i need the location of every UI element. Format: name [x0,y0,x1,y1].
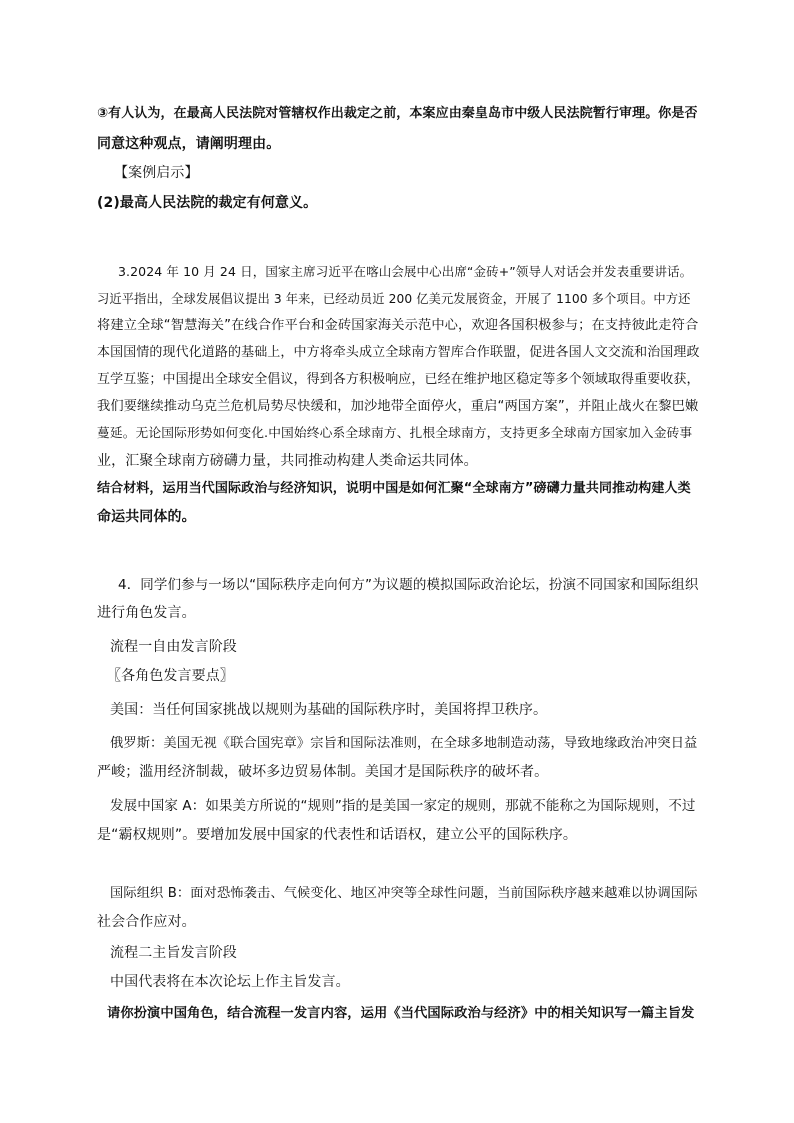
stage-1-points-heading: 〖各角色发言要点〗 [107,668,234,684]
material-line-1: 3.2024 年 10 月 24 日，国家主席习近平在喀山会展中心出席“金砖+”领导人对话会并发表重要讲话。 [118,264,693,279]
material-line-4: 本国国情的现代化道路的基础上，中方将牵头成立全球南方智库合作联盟，促进各国人文交流和治国理政 [97,345,700,360]
forum-intro-line-1: 4．同学们参与一场以“国际秩序走向何方”为议题的模拟国际政治论坛，扮演不同国家和国际组织 [118,577,699,593]
question-3-line-1: ③有人认为，在最高人民法院对管辖权作出裁定之前，本案应由秦皇岛市中级人民法院暂行审理。你是否 [97,106,698,121]
intl-org-statement-line-2: 社会合作应对。 [97,914,196,930]
question-3-line-2: 同意这种观点，请阐明理由。 [97,136,281,152]
stage-2-title: 流程二主旨发言阶段 [110,945,237,961]
question-line-1: 结合材料，运用当代国际政治与经济知识，说明中国是如何汇聚“全球南方”磅礴力量共同推动构建人类 [97,481,691,496]
intl-org-statement-line-1: 国际组织 B：面对恐怖袭击、气候变化、地区冲突等全球性问题，当前国际秩序越来越难以协调国际 [110,886,698,901]
case-heading: 【案例启示】 [114,165,199,181]
material-line-7: 蔓延。无论国际形势如何变化.中国始终心系全球南方、扎根全球南方，支持更多全球南方国家加入金砖事 [97,426,693,441]
developing-country-statement-line-1: 发展中国家 A：如果美方所说的“规则”指的是美国一家定的规则，那就不能称之为国际规则，不过 [110,798,696,814]
material-line-5: 互学互鉴；中国提出全球安全倡议，得到各方积极响应，已经在维护地区稳定等多个领域取得重要收获， [97,372,700,387]
question-line-2: 命运共同体的。 [97,509,196,525]
task-line: 请你扮演中国角色，结合流程一发言内容，运用《当代国际政治与经济》中的相关知识写一篇主旨发 [107,1006,695,1021]
forum-intro-line-2: 进行角色发言。 [97,605,196,621]
question-2: (2)最高人民法院的裁定有何意义。 [97,195,318,211]
russia-statement-line-2: 严峻；滥用经济制裁，破坏多边贸易体制。美国才是国际秩序的破坏者。 [97,764,549,780]
stage-1-title: 流程一自由发言阶段 [110,639,237,655]
usa-statement: 美国：当任何国家挑战以规则为基础的国际秩序时，美国将捍卫秩序。 [110,702,548,718]
material-line-2: 习近平指出，全球发展倡议提出 3 年来，已经动员近 200 亿美元发展资金，开展了 1100 多个项目。中方还 [97,292,691,306]
russia-statement-line-1: 俄罗斯：美国无视《联合国宪章》宗旨和国际法准则，在全球多地制造动荡，导致地缘政治冲突日益 [110,736,698,751]
material-line-6: 我们要继续推动乌克兰危机局势尽快缓和，加沙地带全面停火，重启“两国方案”，并阻止战火在黎巴嫩 [97,399,699,414]
material-line-3: 将建立全球“智慧海关”在线合作平台和金砖国家海关示范中心，欢迎各国积极参与；在支持彼此走符合 [97,318,699,333]
material-line-8: 业，汇聚全球南方磅礴力量，共同推动构建人类命运共同体。 [97,453,478,469]
stage-2-description: 中国代表将在本次论坛上作主旨发言。 [110,974,350,990]
developing-country-statement-line-2: 是“霸权规则”。要增加发展中国家的代表性和话语权，建立公平的国际秩序。 [97,827,578,843]
